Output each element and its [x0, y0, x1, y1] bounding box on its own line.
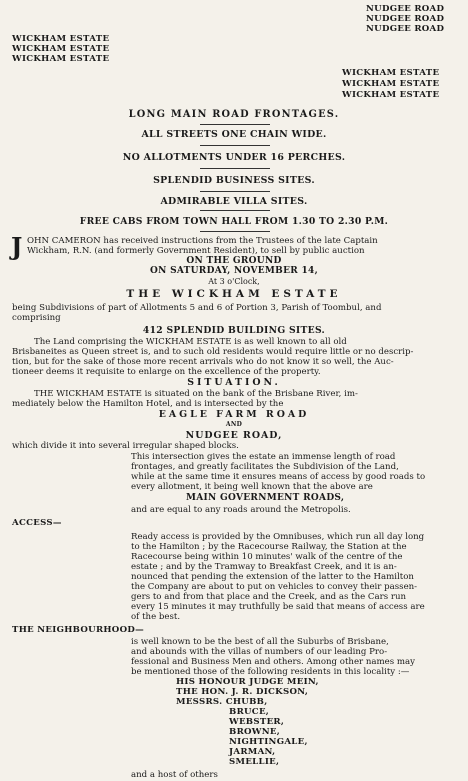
resident-name: NIGHTINGALE,: [229, 737, 308, 747]
paragraph-line: every allotment, it being well known that the above are: [131, 482, 373, 492]
paragraph-line: and abounds with the villas of numbers of our leading Pro-: [131, 647, 388, 657]
top-left-line: WICKHAM ESTATE: [12, 34, 110, 44]
resident-name: SMELLIE,: [229, 757, 280, 767]
feature-line: SPLENDID BUSINESS SITES.: [153, 175, 315, 186]
divider: [200, 210, 270, 211]
divide-line: which divide it into several irregular shaped blocks.: [12, 441, 239, 451]
sale-date: ON SATURDAY, NOVEMBER 14,: [149, 266, 319, 276]
top-right-line: NUDGEE ROAD: [366, 4, 445, 14]
paragraph-line: frontages, and greatly facilitates the Subdivision of the Land,: [131, 462, 399, 472]
main-roads: MAIN GOVERNMENT ROADS,: [186, 493, 345, 503]
sale-time: At 3 o'Clock,: [208, 277, 260, 286]
paragraph-line: the Company are about to put on vehicles to convey their passen-: [131, 582, 418, 592]
resident-name: WEBSTER,: [229, 717, 285, 727]
right-line: WICKHAM ESTATE: [342, 90, 440, 100]
resident-name: HIS HONOUR JUDGE MEIN,: [176, 677, 319, 687]
last-line: and a host of others: [131, 770, 218, 780]
paragraph-line: mediately below the Hamilton Hotel, and is intersected by the: [12, 399, 284, 409]
divider: [200, 145, 270, 146]
estate-title: THE WICKHAM ESTATE: [126, 288, 342, 300]
subdivision-line: comprising: [12, 313, 61, 323]
sites-count: 412 SPLENDID BUILDING SITES.: [142, 325, 326, 336]
resident-name: MESSRS. CHUBB,: [176, 697, 268, 707]
and-word: AND: [225, 421, 243, 428]
right-line: WICKHAM ESTATE: [342, 68, 440, 78]
paragraph-line: to the Hamilton ; by the Racecourse Railway, the Station at the: [131, 542, 407, 552]
paragraph-line: The Land comprising the WICKHAM ESTATE is as well known to all old: [34, 337, 347, 347]
paragraph-line: while at the same time it ensures means of access by good roads to: [131, 472, 426, 482]
road-eagle-farm: EAGLE FARM ROAD: [158, 409, 310, 420]
paragraph-line: Racecourse being within 10 minutes' walk of the centre of the: [131, 552, 403, 562]
paragraph-line: Ready access is provided by the Omnibuses, which run all day long: [131, 532, 425, 542]
top-right-line: NUDGEE ROAD: [366, 14, 445, 24]
subdivision-line: being Subdivisions of part of Allotments 5 and 6 of Portion 3, Parish of Toombul, and: [12, 303, 382, 313]
paragraph-line: fessional and Business Men and others. Among other names may: [131, 657, 416, 667]
resident-name: JARMAN,: [229, 747, 276, 757]
top-left-line: WICKHAM ESTATE: [12, 54, 110, 64]
divider: [200, 191, 270, 192]
right-line: WICKHAM ESTATE: [342, 79, 440, 89]
top-left-line: WICKHAM ESTATE: [12, 44, 110, 54]
paragraph-line: Brisbaneites as Queen street is, and to such old residents would require little or no descrip-: [12, 347, 414, 357]
paragraph-line: gers to and from that place and the Creek, and as the Cars run: [131, 592, 407, 602]
feature-line: ADMIRABLE VILLA SITES.: [160, 196, 308, 207]
feature-line: ALL STREETS ONE CHAIN WIDE.: [141, 129, 327, 140]
paragraph-line: be mentioned those of the following residents in this locality :—: [131, 667, 410, 677]
situation-heading: SITUATION.: [187, 377, 281, 388]
drop-capital: J: [11, 232, 23, 261]
divider: [200, 124, 270, 125]
paragraph-line: nounced that pending the extension of the latter to the Hamilton: [131, 572, 414, 582]
resident-name: THE HON. J. R. DICKSON,: [176, 687, 309, 697]
paragraph-line: is well known to be the best of all the Suburbs of Brisbane,: [131, 637, 389, 647]
paragraph-line: of the best.: [131, 612, 181, 622]
paragraph-line: tioneer deems it requisite to enlarge on the excellence of the property.: [12, 367, 321, 377]
resident-name: BROWNE,: [229, 727, 281, 737]
top-right-line: NUDGEE ROAD: [366, 24, 445, 34]
road-nudgee: NUDGEE ROAD,: [185, 430, 283, 441]
intro-line: OHN CAMERON has received instructions from the Trustees of the late Captain: [27, 236, 378, 246]
paragraph-line: This intersection gives the estate an immense length of road: [131, 452, 396, 462]
paragraph-line: THE WICKHAM ESTATE is situated on the bank of the Brisbane River, im-: [34, 389, 358, 399]
feature-line: NO ALLOTMENTS UNDER 16 PERCHES.: [122, 152, 346, 163]
feature-line: FREE CABS FROM TOWN HALL FROM 1.30 TO 2.30 P.M.: [79, 216, 389, 227]
paragraph-line: every 15 minutes it may truthfully be said that means of access are: [131, 602, 425, 612]
equal-line: and are equal to any roads around the Metropolis.: [131, 505, 351, 515]
intro-line: Wickham, R.N. (and formerly Government Resident), to sell by public auction: [27, 246, 365, 256]
on-the-ground: ON THE GROUND: [186, 256, 282, 266]
divider: [200, 168, 270, 169]
divider: [200, 231, 270, 232]
access-label: ACCESS—: [12, 518, 62, 528]
paragraph-line: estate ; and by the Tramway to Breakfast Creek, and it is an-: [131, 562, 397, 572]
paragraph-line: tion, but for the sake of those more recent arrivals who do not know it so well, the Auc-: [12, 357, 394, 367]
resident-name: BRUCE,: [229, 707, 270, 717]
feature-line: LONG MAIN ROAD FRONTAGES.: [128, 109, 340, 120]
neighbourhood-label: THE NEIGHBOURHOOD—: [12, 625, 145, 635]
